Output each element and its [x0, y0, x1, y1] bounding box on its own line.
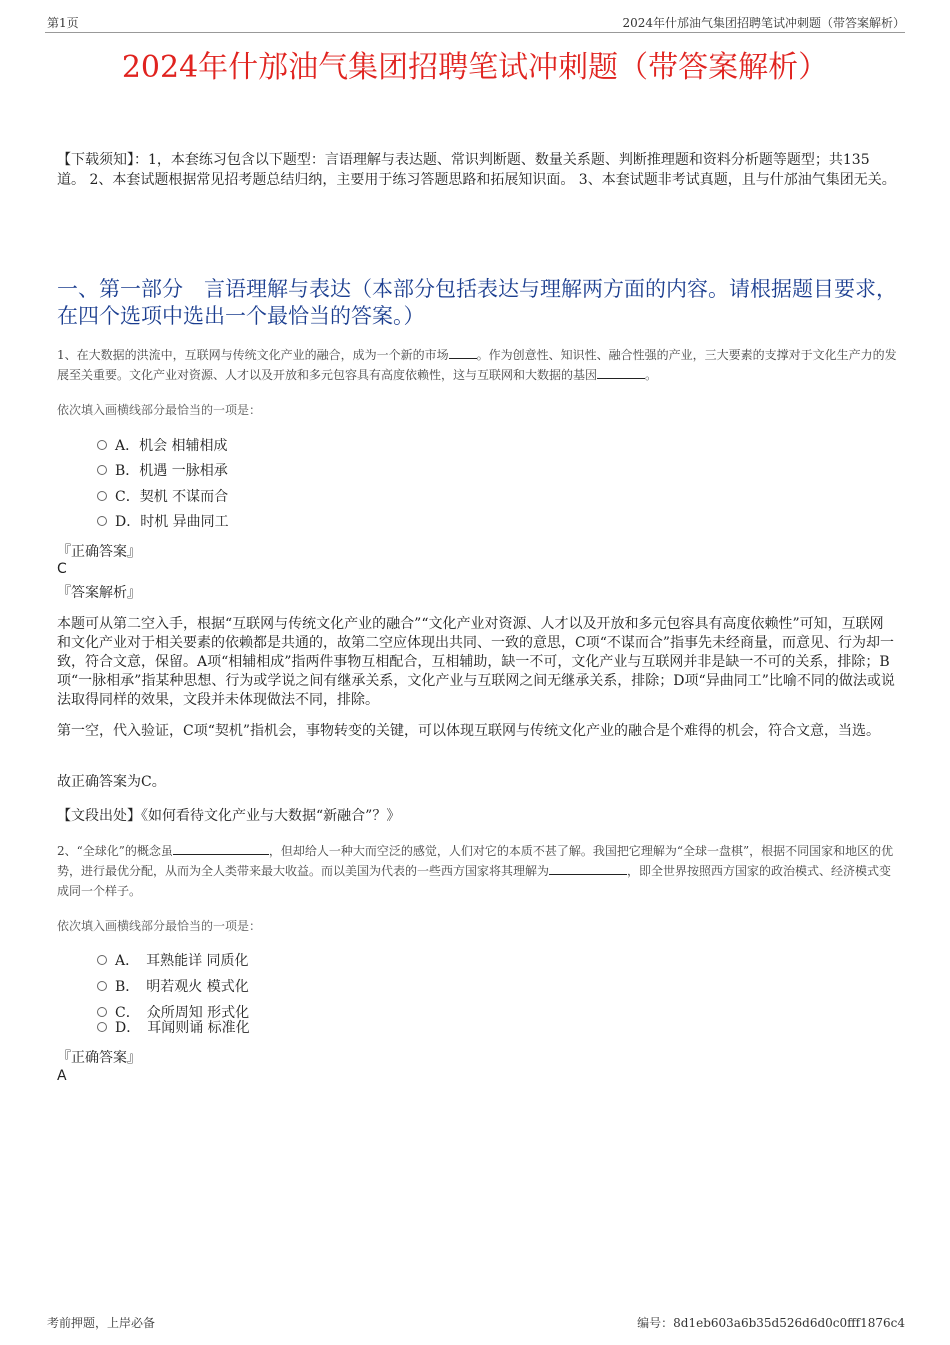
question-1-option-b[interactable] — [97, 461, 228, 481]
question-2-instruction: 依次填入画横线部分最恰当的一项是： — [57, 919, 262, 933]
radio-icon[interactable] — [97, 1022, 107, 1032]
question-1-text-b: 。作为创意性、知识性、融合性强的产业，三大要素的支撑对于文化生产力的发展至关重要。文化产业对资源、人才以及开放和多元包容具有高度依赖性，这与互联网和大数据的基因 — [57, 348, 897, 382]
question-2-answer-label: 『正确答案』 — [57, 1050, 141, 1066]
blank-2 — [549, 862, 627, 875]
question-1-analysis-label: 『答案解析』 — [57, 585, 141, 601]
option-label: A．机会 相辅相成 — [115, 438, 228, 454]
blank-1 — [449, 346, 477, 359]
question-2-text-a: 2、“全球化”的概念虽 — [57, 844, 173, 858]
header-divider — [45, 32, 905, 33]
page-number: 第1页 — [47, 16, 79, 30]
radio-icon[interactable] — [97, 981, 107, 991]
option-label: B．机遇 一脉相承 — [115, 463, 228, 479]
page-title: 2024年什邡油气集团招聘笔试冲刺题（带答案解析） — [121, 50, 829, 85]
question-1-text-c: 。 — [645, 368, 658, 382]
question-1-answer: C — [57, 561, 67, 577]
question-1-instruction: 依次填入画横线部分最恰当的一项是： — [57, 403, 262, 417]
option-label: A． 耳熟能详 同质化 — [115, 953, 249, 969]
radio-icon[interactable] — [97, 491, 107, 501]
blank-1 — [173, 842, 269, 855]
question-1-analysis-p3: 故正确答案为C。 — [57, 774, 166, 790]
section-heading: 一、第一部分 言语理解与表达（本部分包括表达与理解两方面的内容。请根据题目要求，在四个选项中选出一个最恰当的答案。） — [57, 277, 897, 328]
question-2-option-a[interactable] — [97, 951, 249, 971]
question-1-source: 【文段出处】《如何看待文化产业与大数据“新融合”？》 — [57, 808, 401, 824]
question-2-text-b: ，但却给人一种大而空泛的感觉，人们对它的本质不甚了解。我国把它理解为“全球一盘棋”，根据不同国家和地区的优势，进行最优分配，从而为全人类带来最大收益。而以美国为代表的一些西方国家将其理解为 — [57, 844, 894, 878]
question-2-text — [57, 841, 902, 901]
question-1-option-c[interactable] — [97, 487, 228, 507]
radio-icon[interactable] — [97, 955, 107, 965]
option-label: C． 众所周知 形式化 — [115, 1005, 250, 1021]
footer-code: 编号：8d1eb603a6b35d526d6d0c0fff1876c4 — [637, 1316, 905, 1330]
download-notice: 【下载须知】：1，本套练习包含以下题型：言语理解与表达题、常识判断题、数量关系题、判断推理题和资料分析题等题型；共135道。 2、本套试题根据常见招考题总结归纳，主要用于练习答题思路和拓展知识面。 3、本套试题非考试真题，且与什邡油气集团无关。 — [57, 152, 896, 188]
question-1-text — [57, 345, 902, 385]
question-1-option-a[interactable] — [97, 436, 228, 456]
question-2-text-c: ，即全世界按照西方国家的政治模式、经济模式变成同一个样子。 — [57, 864, 892, 898]
option-label: D． 耳闻则诵 标准化 — [115, 1020, 250, 1036]
question-1-answer-label: 『正确答案』 — [57, 544, 141, 560]
option-label: C．契机 不谋而合 — [115, 489, 229, 505]
radio-icon[interactable] — [97, 440, 107, 450]
footer-slogan: 考前押题，上岸必备 — [47, 1316, 156, 1330]
question-1-text-a: 1、在大数据的洪流中，互联网与传统文化产业的融合，成为一个新的市场 — [57, 348, 449, 362]
question-1-analysis-p1: 本题可从第二空入手，根据“互联网与传统文化产业的融合”“文化产业对资源、人才以及开放和多元包容具有高度依赖性”可知，互联网和文化产业对于相关要素的依赖都是共通的，故第二空应体现出共同、一致的意思，C项“不谋而合”指事先未经商量，而意见、行为却一致，符合文意，保留。A项“相辅相成”指两件事物互相配合，互相辅助，缺一不可，文化产业与互联网并非是缺一不可的关系，排除；B项“一脉相承”指某种思想、行为或学说之间有继承关系，文化产业与互联网之间无继承关系，排除；D项“异曲同工”比喻不同的做法或说法取得同样的效果，文段并未体现做法不同，排除。 — [57, 616, 895, 708]
header-doc-title: 2024年什邡油气集团招聘笔试冲刺题（带答案解析） — [622, 16, 905, 30]
question-2-option-d[interactable] — [97, 1018, 250, 1038]
option-label: D．时机 异曲同工 — [115, 514, 229, 530]
question-1-option-d[interactable] — [97, 512, 229, 532]
radio-icon[interactable] — [97, 516, 107, 526]
radio-icon[interactable] — [97, 465, 107, 475]
blank-2 — [597, 366, 645, 379]
question-1-analysis-p2: 第一空，代入验证，C项“契机”指机会，事物转变的关键，可以体现互联网与传统文化产业的融合是个难得的机会，符合文意，当选。 — [57, 723, 881, 739]
question-2-option-b[interactable] — [97, 977, 249, 997]
question-2-answer: A — [57, 1068, 67, 1084]
option-label: B． 明若观火 模式化 — [115, 979, 249, 995]
radio-icon[interactable] — [97, 1007, 107, 1017]
